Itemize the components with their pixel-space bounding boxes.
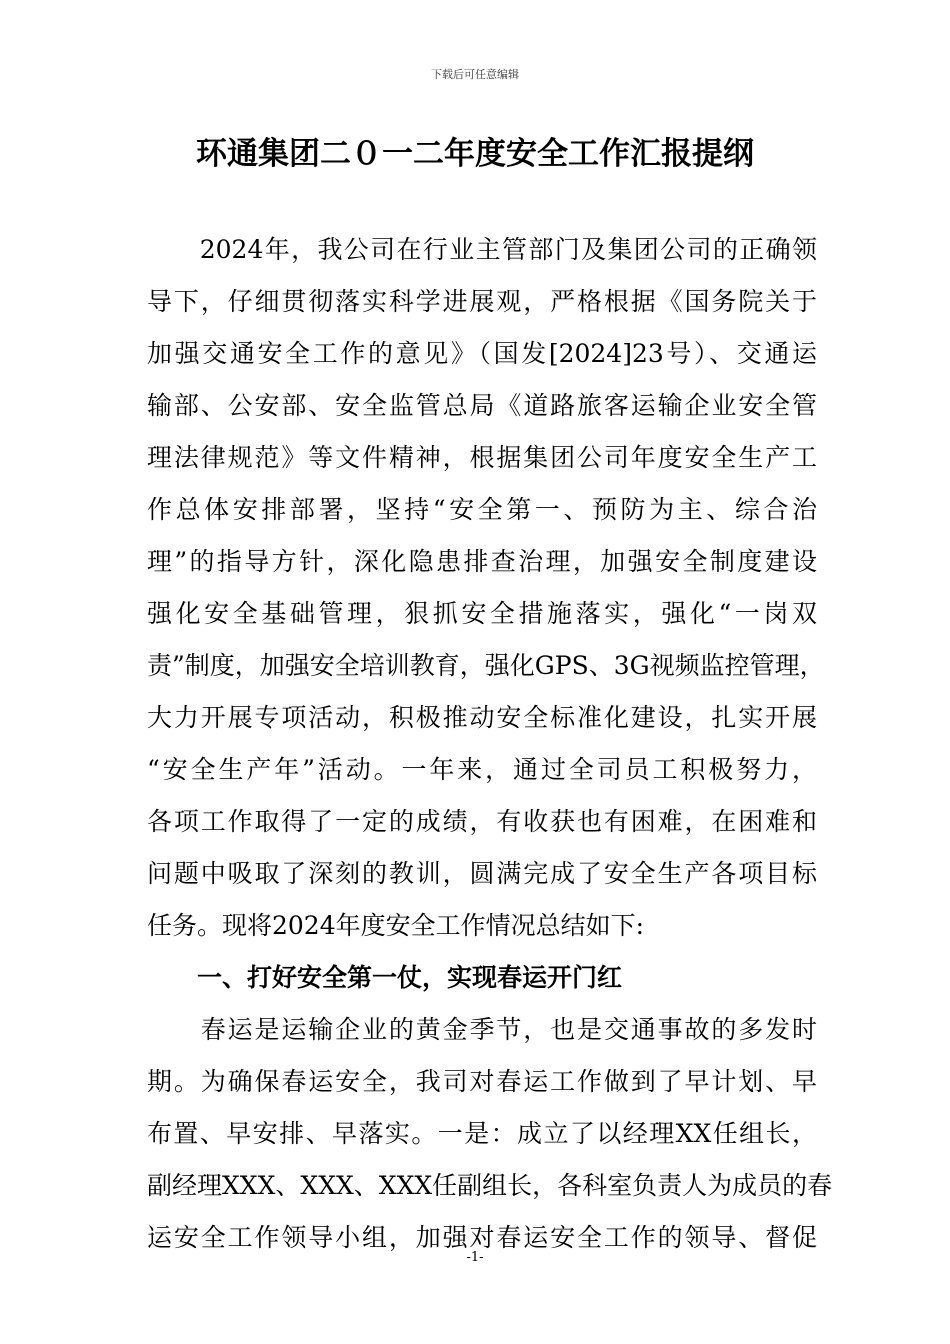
body-line: 输部、公安部、安全监管总局《道路旅客运输企业安全管 [147, 391, 817, 420]
body-line: 问题中吸取了深刻的教训，圆满完成了安全生产各项目标 [147, 859, 817, 888]
document-title: 环通集团二０一二年度安全工作汇报提纲 [196, 136, 754, 172]
body-line: 副经理XXX、XXX、XXX任副组长，各科室负责人为成员的春 [147, 1171, 833, 1200]
body-line: 理法律规范》等文件精神，根据集团公司年度安全生产工 [147, 443, 817, 472]
header-note: 下载后可任意编辑 [431, 68, 519, 81]
body-line: 强化安全基础管理，狠抓安全措施落实，强化“一岗双 [147, 599, 817, 628]
body-line: 各项工作取得了一定的成绩，有收获也有困难，在困难和 [147, 807, 817, 836]
body-line: 理”的指导方针，深化隐患排查治理，加强安全制度建设 [147, 547, 817, 576]
body-line: 任务。现将2024年度安全工作情况总结如下: [147, 911, 645, 940]
body-line: 春运是运输企业的黄金季节，也是交通事故的多发时 [147, 1015, 817, 1044]
document-body [147, 224, 833, 1264]
section-heading: 一、打好安全第一仗，实现春运开门红 [147, 963, 623, 992]
body-line: 期。为确保春运安全，我司对春运工作做到了早计划、早 [147, 1067, 817, 1096]
page-number: -1- [466, 1250, 484, 1265]
body-line: 2024年，我公司在行业主管部门及集团公司的正确领 [147, 235, 817, 264]
body-line: 导下，仔细贯彻落实科学进展观，严格根据《国务院关于 [147, 287, 817, 316]
body-line: 运安全工作领导小组，加强对春运安全工作的领导、督促 [147, 1223, 817, 1252]
body-line: 作总体安排部署，坚持“安全第一、预防为主、综合治 [147, 495, 817, 524]
body-line: 大力开展专项活动，积极推动安全标准化建设，扎实开展 [147, 703, 817, 732]
body-line: 责”制度，加强安全培训教育，强化GPS、3G视频监控管理， [147, 651, 825, 680]
body-line: 布置、早安排、早落实。一是：成立了以经理XX任组长， [147, 1119, 817, 1148]
body-line: 加强交通安全工作的意见》（国发[2024]23号）、交通运 [147, 339, 817, 368]
body-line: “安全生产年”活动。一年来，通过全司员工积极努力， [147, 755, 817, 784]
